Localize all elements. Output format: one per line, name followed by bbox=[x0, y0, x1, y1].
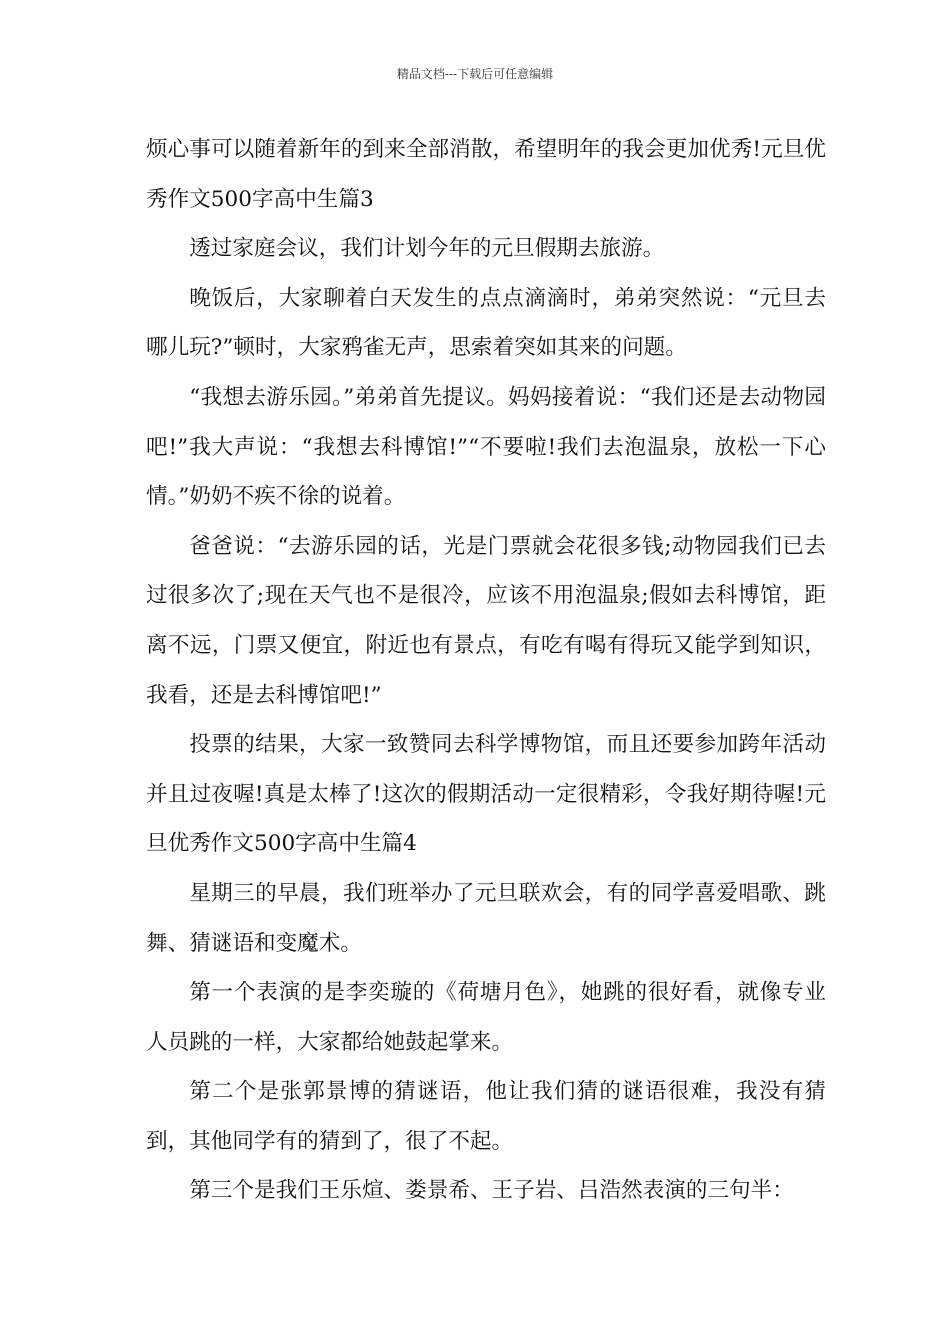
body-text bbox=[146, 125, 826, 1216]
paragraph: 投票的结果，大家一致赞同去科学博物馆，而且还要参加跨年活动并且过夜喔!真是太棒了!这次的假期活动一定很精彩，令我好期待喔!元旦优秀作文500字高中生篇4 bbox=[146, 732, 826, 857]
paragraph: 第一个表演的是李奕璇的《荷塘月色》，她跳的很好看，就像专业人员跳的一样，大家都给她鼓起掌来。 bbox=[146, 980, 826, 1055]
paragraph: 第二个是张郭景博的猜谜语，他让我们猜的谜语很难，我没有猜到，其他同学有的猜到了，很了不起。 bbox=[146, 1079, 826, 1154]
paragraph: 透过家庭会议，我们计划今年的元旦假期去旅游。 bbox=[189, 236, 665, 262]
paragraph: “我想去游乐园。”弟弟首先提议。妈妈接着说：“我们还是去动物园吧!”我大声说：“我想去科博馆!”“不要啦!我们去泡温泉，放松一下心情。”奶奶不疾不徐的说着。 bbox=[146, 384, 826, 510]
paragraph: 星期三的早晨，我们班举办了元旦联欢会，有的同学喜爱唱歌、跳舞、猜谜语和变魔术。 bbox=[146, 880, 826, 956]
paragraph: 第三个是我们王乐煊、娄景希、王子岩、吕浩然表演的三句半： bbox=[189, 1178, 794, 1204]
paragraph: 晚饭后，大家聊着白天发生的点点滴滴时，弟弟突然说：“元旦去哪儿玩?”顿时，大家鸦雀无声，思索着突如其来的问题。 bbox=[146, 285, 826, 361]
page-header: 精品文档---下载后可任意编辑 bbox=[396, 67, 554, 81]
paragraph: 烦心事可以随着新年的到来全部消散，希望明年的我会更加优秀!元旦优秀作文500字高中生篇3 bbox=[146, 137, 826, 212]
paragraph: 爸爸说：“去游乐园的话，光是门票就会花很多钱;动物园我们已去过很多次了;现在天气也不是很冷，应该不用泡温泉;假如去科博馆，距离不远，门票又便宜，附近也有景点，有吃有喝有得玩又能学到知识，我看，还是去科博馆吧!” bbox=[146, 533, 826, 708]
